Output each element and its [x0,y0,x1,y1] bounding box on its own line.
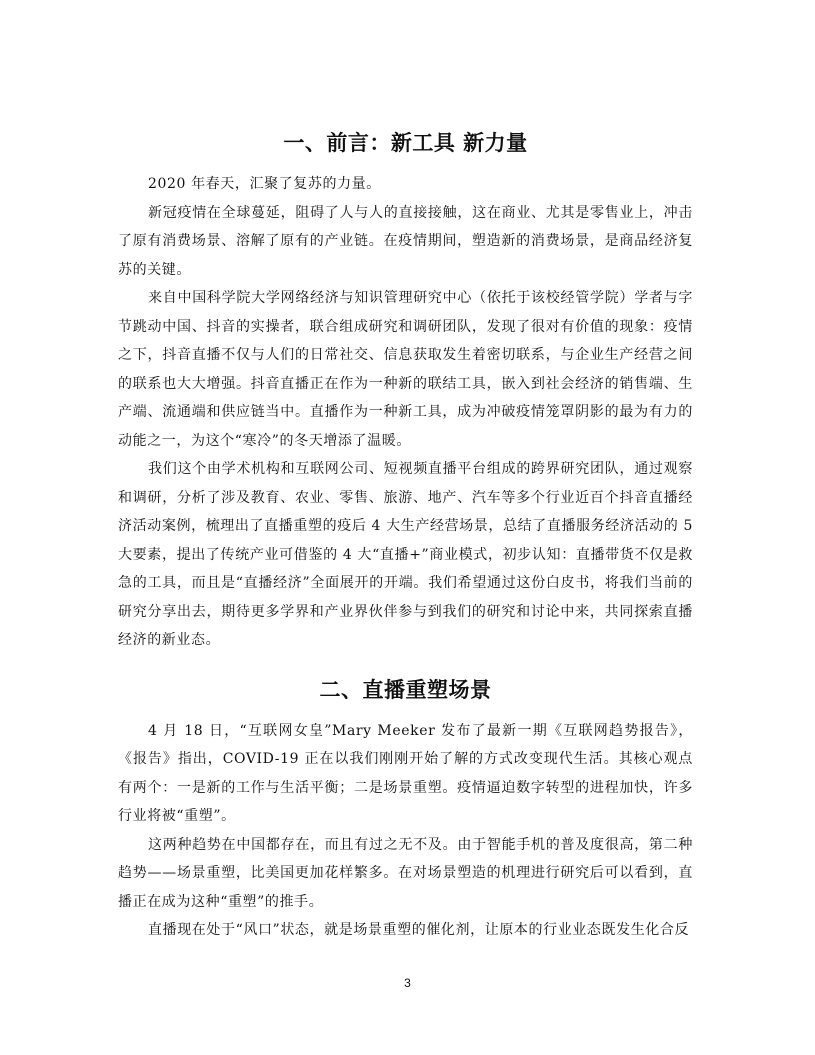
section1-paragraph-2: 新冠疫情在全球蔓延，阻碍了人与人的直接接触，这在商业、尤其是零售业上，冲击了原有消费场景、溶解了原有的产业链。在疫情期间，塑造新的消费场景，是商品经济复苏的关键。 [118,204,693,278]
section1-paragraph-4: 我们这个由学术机构和互联网公司、短视频直播平台组成的跨界研究团队，通过观察和调研，分析了涉及教育、农业、零售、旅游、地产、汽车等多个行业近百个抖音直播经济活动案例，梳理出了直播重塑的疫后 4 大生产经营场景，总结了直播服务经济活动的 5 大要素，提出了传统产业可借鉴的 4 大“直播+”商业模式，初步认知：直播带货不仅是救急的工具，而且是“直播经济”全面展开的开端。我们希望通过这份白皮书，将我们当前的研究分享出去，期待更多学界和产业界伙伴参与到我们的研究和讨论中来，共同探索直播经济的新业态。 [118,461,693,648]
section1-paragraph-1: 2020 年春天，汇聚了复苏的力量。 [148,176,381,192]
document-page [118,128,693,945]
section2-paragraph-1: 4 月 18 日，“互联网女皇”Mary Meeker 发布了最新一期《互联网趋势报告》，《报告》指出，COVID-19 正在以我们刚刚开始了解的方式改变现代生活。其核心观点有两个：一是新的工作与生活平衡；二是场景重塑。疫情逼迫数字转型的进程加快，许多行业将被“重塑”。 [118,722,693,824]
section1-heading: 一、前言：新工具 新力量 [283,131,528,155]
page-number: 3 [404,976,411,990]
section2-paragraph-2: 这两种趋势在中国都存在，而且有过之无不及。由于智能手机的普及度很高，第二种趋势——场景重塑，比美国更加花样繁多。在对场景塑造的机理进行研究后可以看到，直播正在成为这种“重塑”的推手。 [118,836,693,910]
section2-heading: 二、直播重塑场景 [319,677,492,702]
section2-paragraph-3: 直播现在处于“风口”状态，就是场景重塑的催化剂，让原本的行业业态既发生化合反 [148,922,690,938]
section1-paragraph-3: 来自中国科学院大学网络经济与知识管理研究中心（依托于该校经管学院）学者与字节跳动中国、抖音的实操者，联合组成研究和调研团队，发现了很对有价值的现象：疫情之下，抖音直播不仅与人们的日常社交、信息获取发生着密切联系，与企业生产经营之间的联系也大大增强。抖音直播正在作为一种新的联结工具，嵌入到社会经济的销售端、生产端、流通端和供应链当中。直播作为一种新工具，成为冲破疫情笼罩阴影的最为有力的动能之一，为这个“寒冷”的冬天增添了温暖。 [118,290,693,449]
